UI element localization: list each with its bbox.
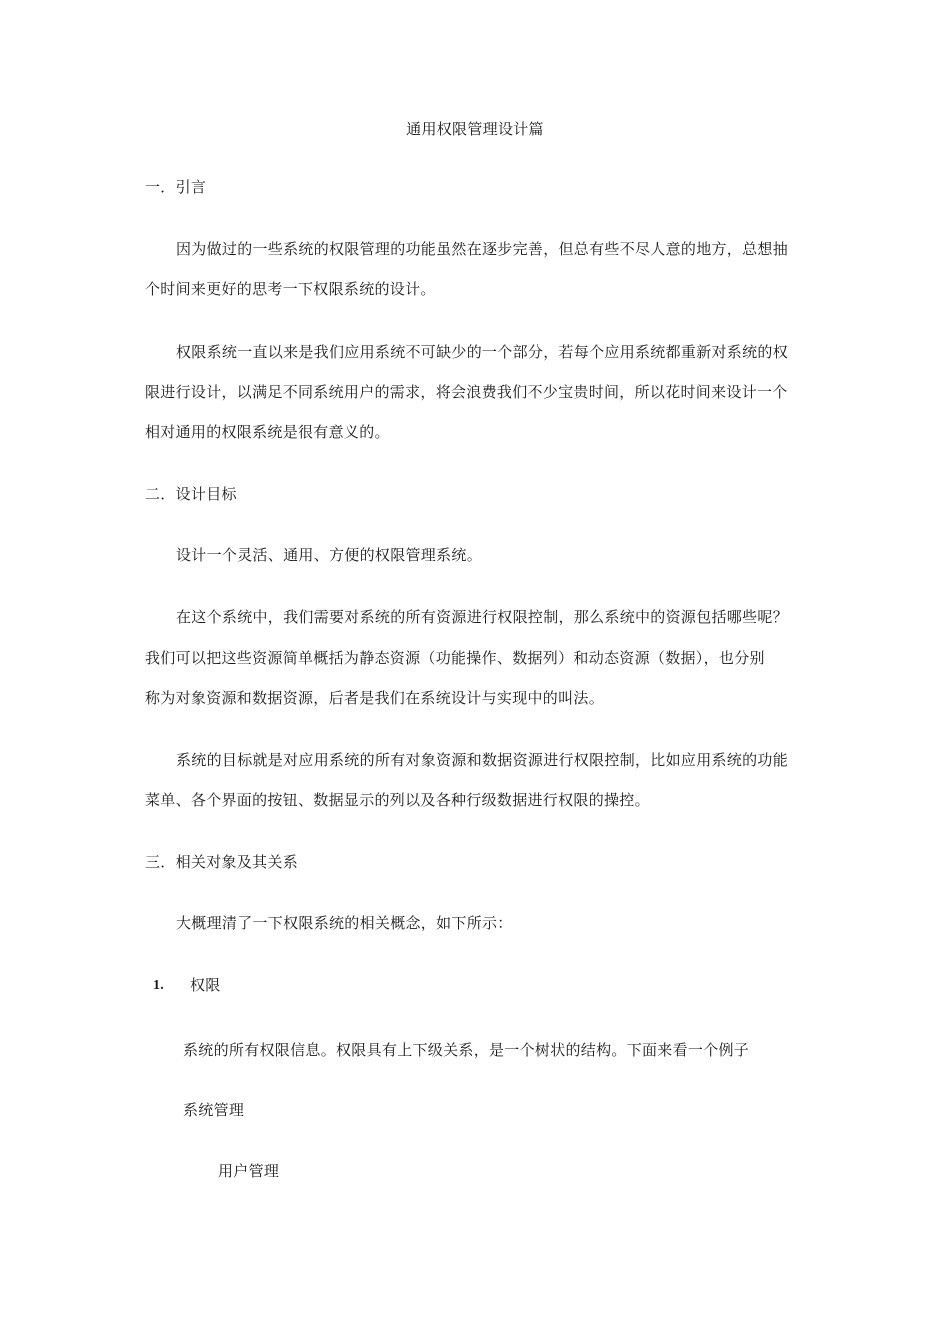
document-title: 通用权限管理设计篇 — [406, 120, 544, 138]
paragraph-line: 菜单、各个界面的按钮、数据显示的列以及各种行级数据进行权限的操控。 — [145, 791, 650, 809]
paragraph-line: 我们可以把这些资源简单概括为静态资源（功能操作、数据列）和动态资源（数据），也分别 — [145, 649, 765, 667]
paragraph-line: 大概理清了一下权限系统的相关概念，如下所示： — [176, 914, 513, 932]
section-heading-intro: 一．引言 — [145, 178, 207, 196]
section-heading-objects: 三．相关对象及其关系 — [145, 853, 299, 871]
list-item-description: 系统的所有权限信息。权限具有上下级关系，是一个树状的结构。下面来看一个例子 — [183, 1041, 750, 1059]
paragraph-line: 相对通用的权限系统是很有意义的。 — [145, 423, 390, 441]
paragraph-line: 系统的目标就是对应用系统的所有对象资源和数据资源进行权限控制，比如应用系统的功能 — [176, 751, 789, 769]
paragraph-line: 称为对象资源和数据资源，后者是我们在系统设计与实现中的叫法。 — [145, 689, 605, 707]
list-number: 1. — [153, 978, 165, 993]
paragraph-line: 在这个系统中，我们需要对系统的所有资源进行权限控制，那么系统中的资源包括哪些呢？ — [176, 608, 789, 626]
tree-node-system-management: 系统管理 — [183, 1101, 245, 1119]
section-heading-goals: 二．设计目标 — [145, 485, 237, 503]
paragraph-line: 设计一个灵活、通用、方便的权限管理系统。 — [176, 546, 483, 564]
tree-node-user-management: 用户管理 — [218, 1162, 280, 1180]
paragraph-line: 限进行设计，以满足不同系统用户的需求，将会浪费我们不少宝贵时间，所以花时间来设计一个 — [145, 383, 788, 401]
paragraph-line: 因为做过的一些系统的权限管理的功能虽然在逐步完善，但总有些不尽人意的地方，总想抽 — [176, 240, 789, 258]
list-item-label: 权限 — [190, 976, 221, 994]
paragraph-line: 权限系统一直以来是我们应用系统不可缺少的一个部分，若每个应用系统都重新对系统的权 — [176, 343, 789, 361]
paragraph-line: 个时间来更好的思考一下权限系统的设计。 — [145, 280, 436, 298]
